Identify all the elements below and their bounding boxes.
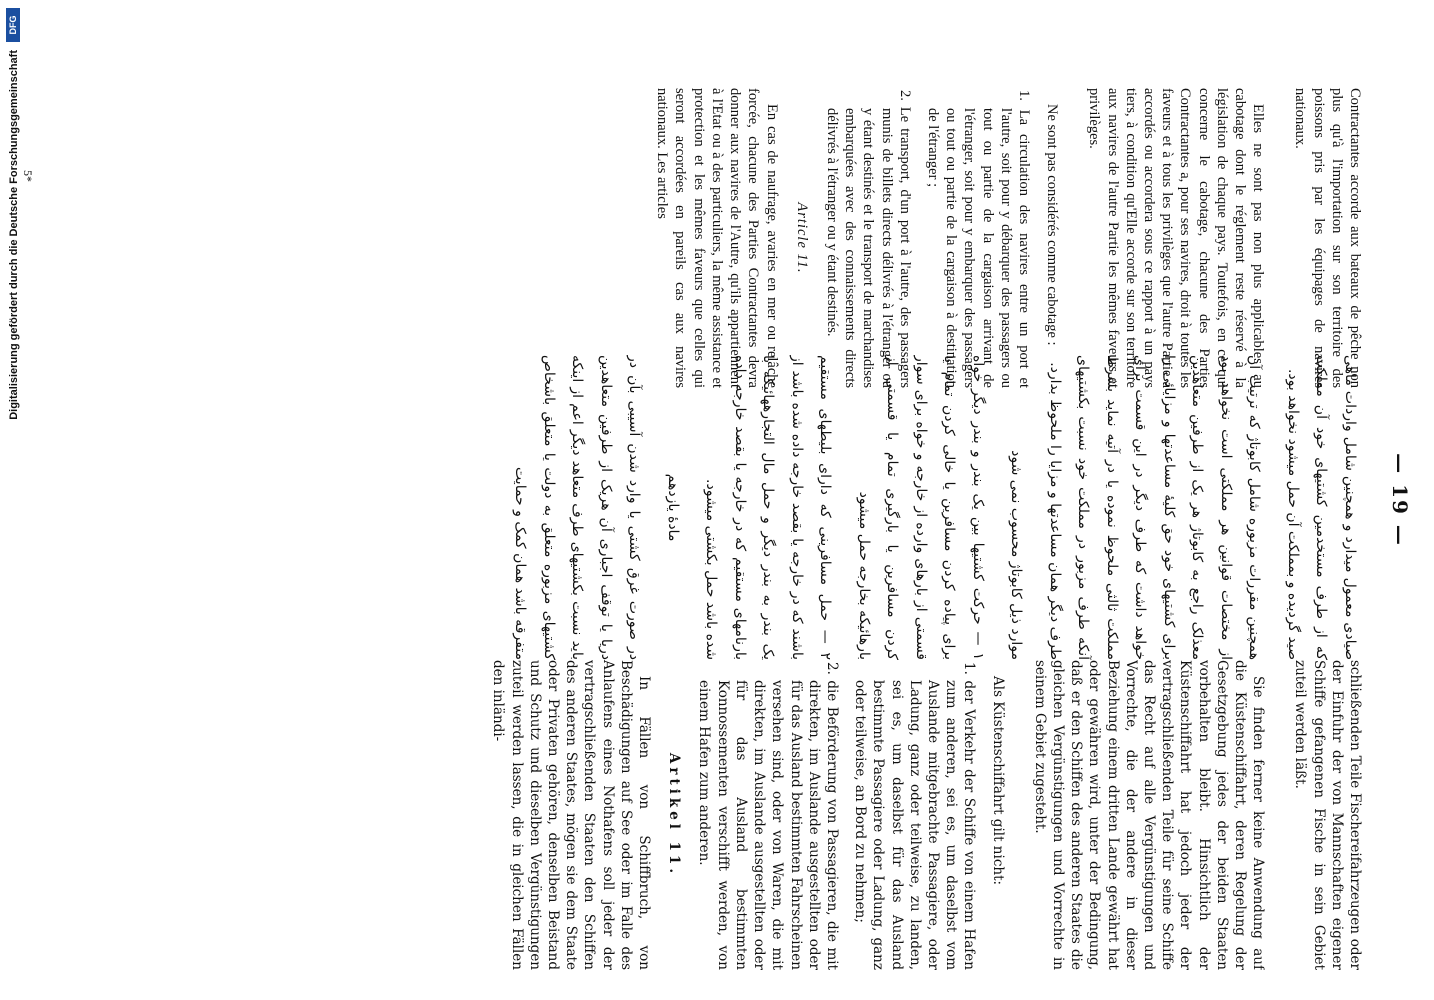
persian-article-heading: مادهٔ یازدهم — [665, 473, 681, 542]
french-list-item: 1. La circulation des navires entre un port et l'autre, soit pour y débarquer des passagers ou tout ou partie de la cargaison arrivant de l'étranger, soit pour y embarquer des passagers ou tout ou partie de la cargaison à destination de l'étranger ; — [924, 90, 1032, 388]
french-list-item: 2. Le transport, d'un port à l'autre, des passagers munis de billets directs délivrés à l'étranger ou y étant destinés et le transport de marchandises embarquées avec des connaissements directs délivrés à l'étranger ou y étant destinés. — [823, 90, 913, 388]
signature-mark: 5* — [21, 170, 35, 182]
french-paragraph: Ne sont pas considérés comme cabotage : — [1044, 104, 1061, 346]
digitization-notice: Digitalisierung gefördert durch die Deutsche Forschungsgemeinschaft — [8, 50, 20, 420]
persian-column — [60, 355, 1364, 660]
persian-paragraph: همچنین مقررات مزبوره شامل کابوتاژ که ترتیب آن از مختصات قوانین هر مملکتی است نخواهد بود معذلک راجع به کابوتاژ هر یک از طرفین متعاهدین برای کشتیهای خود حق کلیهٔ مساعدتها و مزایائی را خواهد داشت که طرف دیگر در این قسمت برای مملکت ثالثی ملحوظ نموده یا در آتیه نماید بشرط آنکه طرف مزبور در مملکت خود نسبت بکشتیهای طرف دیگر همان مساعدتها و مزایا را ملحوظ بدارد. — [1047, 355, 1263, 660]
german-paragraph: schließenden Teile Fischereifahrzeugen oder der Einfuhr der von Mannschaften eigener Schiffe gefangenen Fische in sein Gebiet zuteil werden läßt. — [1292, 660, 1363, 970]
french-article-heading: Article 11. — [793, 202, 810, 274]
german-paragraph: Als Küstenschiffahrt gilt nicht: — [989, 676, 1006, 886]
dfg-logo-icon: DFG — [6, 8, 20, 42]
persian-paragraph: در صورت غرق کشتی یا وارد شدن آسیبی بآن در دریا یا توقف اجباری آن هریک از طرفین متعاهدین باید نسبت بکشتیهای طرف متعاهد دیگر اعم از اینکه کشتیهای مزبوره متعلق به دولت یا متعلق باشخاص متفرقه باشد همان کمک و حمایت — [512, 355, 643, 660]
french-column — [60, 88, 1364, 388]
digitization-notice-bar — [0, 0, 30, 1000]
page-number: — 19 — — [1388, 453, 1412, 547]
german-article-heading: Artikel 11. — [666, 752, 683, 878]
persian-paragraph: صیادی معمول میدارد و همچنین شامل واردات ماهی که از طرف مستخدمین کشتیهای خود آن مملکت صید گردیده و بمملکت آن حمل میشود نخواهد بود. — [1285, 355, 1358, 660]
german-paragraph: Sie finden ferner keine Anwendung auf die Küstenschiffahrt, deren Regelung der Gesetzgebung jedes der beiden Staaten vorbehalten bleibt. Hinsichtlich der Küstenschiffahrt hat jedoch jeder der vertragschließenden Teile für seine Schiffe das Recht auf alle Vergünstigungen und Vorrechte, die der andere in dieser Beziehung einem dritten Lande gewährt hat oder gewähren wird, unter der Bedingung, daß er den Schiffen des anderen Staates die gleichen Vergünstigungen und Vorrechte in seinem Gebiet zugesteht. — [1031, 660, 1267, 970]
german-list-item: 2. die Beförderung von Passagieren, die mit direkten, im Auslande ausgestellten oder für das Ausland bestimmten Fahrscheinen versehen sind, oder von Waren, die mit direkten, im Auslande ausgestellten oder für das Ausland bestimmten Konnossementen verschifft werden, von einem Hafen zum anderen. — [696, 662, 840, 970]
french-paragraph: En cas de naufrage, avaries en mer ou relâche forcée, chacune des Parties Contractantes devra donner aux navires de l'Autre, qu'ils appartiennent à l'Etat ou à des particuliers, la même assistance et protection et les mêmes faveurs que celles qui seront accordées en pareils cas aux navires nationaux. Les articles — [654, 88, 780, 388]
persian-paragraph: موارد ذیل کابوتاژ محسوب نمی شود — [1008, 450, 1025, 660]
persian-list-item: ۲ — حمل مسافرینی که دارای بلیطهای مستقیم باشند که در خارجه یا بقصد خارجه داده شده باشد از یک بندر به بندر دیگر و حمل مال التجارههائیکه با بارنامهای مستقیم که در خارجه یا بقصد خارجه داده شده باشد حمل بکشتی میشود. — [703, 355, 834, 660]
german-list-item: 1. der Verkehr der Schiffe von einem Hafen zum anderen, sei es, um daselbst vom Auslande mitgebrachte Passagiere, oder Ladung, ganz oder teilweise, zu landen, sei es, um daselbst für das Ausland bestimmte Passagiere oder Ladung, ganz oder teilweise, an Bord zu nehmen; — [852, 662, 978, 970]
german-paragraph: In Fällen von Schiffbruch, von Beschädigungen auf See oder im Falle des Anlaufens eines Nothafens soll jeder der vertragschließenden Staaten den Schiffen des anderen Staates, mögen sie dem Staate oder Privaten gehören, denselben Beistand und Schutz und dieselben Vergünstigungen zuteil werden lassen, die in gleichen Fällen den inländi- — [490, 660, 653, 970]
persian-list-item: ۱ — حرکت کشتیها بین یک بندر و بندر دیگر خواه برای پیاده کردن مسافرین یا خالی کردن تمام یا قسمتی از بارهای وارده از خارجه و خواه برای سوار کردن مسافرین یا بارگیری تمام یا قسمتی از بارهائیکه بخارجه حمل میشود — [856, 355, 986, 660]
french-paragraph: Elles ne sont pas non plus applicables au cabotage dont le réglement reste réservé à la législation de chaque pays. Toutefois, en ce qui concerne le cabotage, chacune des Parties Contractantes a, pour ses navires, droit à toutes les faveurs et à tous les privilèges que l'autre Partie a accordés ou accordera sous ce rapport à un pays tiers, à condition qu'Elle accorde sur son territoire aux navires de l'autre Partie les mêmes faveurs et privilèges. — [1086, 88, 1267, 388]
french-paragraph: Contractantes accorde aux bateaux de pêche non plus qu'à l'importation sur son territoire des poissons pris par les équipages de navires nationaux. — [1292, 88, 1363, 388]
german-column — [60, 660, 1364, 970]
